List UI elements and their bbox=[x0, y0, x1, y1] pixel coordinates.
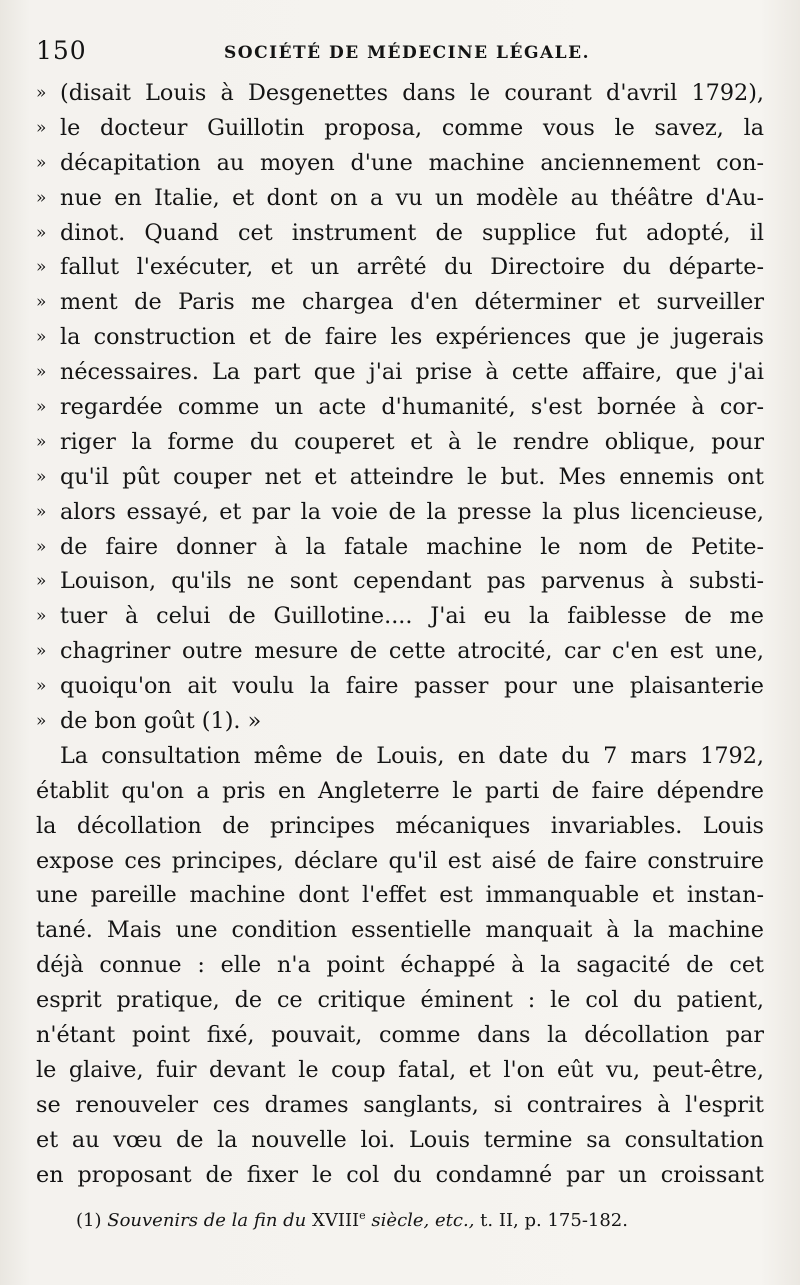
line-text: fallut l'exécuter, et un arrêté du Directoire du départe- bbox=[60, 254, 764, 281]
quote-mark: » bbox=[36, 606, 47, 627]
text-line bbox=[36, 530, 764, 565]
text-line bbox=[36, 844, 764, 879]
text-line bbox=[36, 739, 764, 774]
line-text: (disait Louis à Desgenettes dans le courant d'avril 1792), bbox=[60, 80, 764, 106]
line-text: déjà connue : elle n'a point échappé à la sagacité de cet bbox=[36, 952, 764, 979]
text-line bbox=[36, 111, 764, 146]
text-line bbox=[36, 390, 764, 425]
quote-mark: » bbox=[36, 187, 47, 208]
quote-mark: » bbox=[36, 501, 47, 522]
text-line bbox=[36, 1158, 764, 1193]
text-line bbox=[36, 704, 764, 739]
line-text: nécessaires. La part que j'ai prise à cette affaire, que j'ai bbox=[60, 359, 764, 386]
text-line bbox=[36, 355, 764, 390]
page-number: 150 bbox=[36, 36, 87, 65]
line-text: établit qu'on a pris en Angleterre le parti de faire dépendre bbox=[36, 777, 764, 804]
text-line bbox=[36, 948, 764, 983]
quote-mark: » bbox=[36, 117, 47, 138]
quote-mark: » bbox=[36, 397, 47, 418]
text-line bbox=[36, 285, 764, 320]
line-text: expose ces principes, déclare qu'il est aisé de faire construire bbox=[36, 847, 764, 874]
text-line bbox=[36, 1053, 764, 1088]
quote-mark: » bbox=[36, 641, 47, 662]
quote-mark: » bbox=[36, 292, 47, 313]
footnote-work-title: Souvenirs de la fin du bbox=[107, 1210, 307, 1231]
line-text: nue en Italie, et dont on a vu un modèle au théâtre d'Au- bbox=[60, 184, 764, 211]
text-line bbox=[36, 1088, 764, 1123]
line-text: quoiqu'on ait voulu la faire passer pour une plaisanterie bbox=[60, 673, 764, 700]
line-text: tuer à celui de Guillotine.... J'ai eu la faiblesse de me bbox=[60, 603, 764, 630]
footnote bbox=[76, 1209, 628, 1231]
text-line bbox=[36, 878, 764, 913]
quote-mark: » bbox=[36, 257, 47, 278]
line-text: la construction et de faire les expériences que je jugerais bbox=[60, 324, 764, 351]
quote-mark: » bbox=[36, 362, 47, 383]
line-text: tané. Mais une condition essentielle manquait à la machine bbox=[36, 917, 764, 944]
line-text: riger la forme du couperet et à le rendre oblique, pour bbox=[60, 428, 764, 455]
footnote-marker: (1) bbox=[76, 1210, 102, 1231]
quote-mark: » bbox=[36, 83, 47, 103]
line-text: décapitation au moyen d'une machine anciennement con- bbox=[60, 149, 764, 176]
line-text: ment de Paris me chargea d'en déterminer et surveiller bbox=[60, 289, 764, 316]
text-line bbox=[36, 216, 764, 251]
line-text: n'étant point fixé, pouvait, comme dans la décollation par bbox=[36, 1022, 764, 1049]
quote-mark: » bbox=[36, 327, 47, 348]
text-line bbox=[36, 181, 764, 216]
text-line bbox=[36, 76, 764, 111]
text-line bbox=[36, 809, 764, 844]
line-text: en proposant de fixer le col du condamné par un croissant bbox=[36, 1161, 764, 1188]
line-text: une pareille machine dont l'effet est immanquable et instan- bbox=[36, 882, 764, 909]
text-line bbox=[36, 320, 764, 355]
line-text: le docteur Guillotin proposa, comme vous le savez, la bbox=[60, 114, 764, 141]
text-line bbox=[36, 599, 764, 634]
line-text: et au vœu de la nouvelle loi. Louis termine sa consultation bbox=[36, 1126, 764, 1153]
quote-mark: » bbox=[36, 466, 47, 487]
line-text: esprit pratique, de ce critique éminent : le col du patient, bbox=[36, 987, 764, 1014]
text-line bbox=[36, 774, 764, 809]
text-line bbox=[36, 669, 764, 704]
text-line bbox=[36, 495, 764, 530]
line-text: Louison, qu'ils ne sont cependant pas parvenus à substi- bbox=[60, 568, 764, 595]
line-text: alors essayé, et par la voie de la presse la plus licencieuse, bbox=[60, 498, 764, 525]
text-line bbox=[36, 634, 764, 669]
footnote-century-suffix: e bbox=[359, 1209, 366, 1222]
text-line bbox=[36, 250, 764, 285]
text-line bbox=[36, 425, 764, 460]
quote-mark: » bbox=[36, 431, 47, 452]
paragraph bbox=[36, 739, 764, 1193]
quote-mark: » bbox=[36, 152, 47, 173]
text-line bbox=[36, 1123, 764, 1158]
quote-mark: » bbox=[36, 222, 47, 243]
text-line bbox=[36, 564, 764, 599]
body-text bbox=[36, 76, 764, 1193]
quoted-passage bbox=[36, 76, 764, 739]
text-line bbox=[36, 983, 764, 1018]
footnote-work-title-end: siècle, etc., bbox=[371, 1210, 475, 1231]
quote-mark: » bbox=[36, 571, 47, 592]
quote-mark: » bbox=[36, 711, 47, 732]
line-text: chagriner outre mesure de cette atrocité, car c'en est une, bbox=[60, 638, 764, 665]
quote-mark: » bbox=[36, 676, 47, 697]
page-header bbox=[36, 36, 776, 72]
footnote-century: XVIII bbox=[312, 1210, 360, 1231]
running-title: SOCIÉTÉ DE MÉDECINE LÉGALE. bbox=[224, 43, 590, 63]
line-text: regardée comme un acte d'humanité, s'est bornée à cor- bbox=[60, 394, 764, 421]
line-text: le glaive, fuir devant le coup fatal, et l'on eût vu, peut-être, bbox=[36, 1056, 764, 1083]
text-line bbox=[36, 913, 764, 948]
line-text: dinot. Quand cet instrument de supplice fut adopté, il bbox=[60, 219, 764, 246]
text-line bbox=[36, 460, 764, 495]
text-line bbox=[36, 1018, 764, 1053]
line-text: se renouveler ces drames sanglants, si contraires à l'esprit bbox=[36, 1091, 764, 1118]
line-text: qu'il pût couper net et atteindre le but. Mes ennemis ont bbox=[60, 463, 764, 490]
text-line bbox=[36, 146, 764, 181]
line-text: de faire donner à la fatale machine le nom de Petite- bbox=[60, 533, 764, 560]
line-text: La consultation même de Louis, en date du 7 mars 1792, bbox=[60, 742, 764, 769]
footnote-rule bbox=[36, 1186, 764, 1187]
line-text: la décollation de principes mécaniques invariables. Louis bbox=[36, 812, 764, 839]
footnote-reference: t. II, p. 175-182. bbox=[480, 1210, 628, 1231]
quote-mark: » bbox=[36, 536, 47, 557]
line-text: de bon goût (1). » bbox=[60, 708, 262, 735]
